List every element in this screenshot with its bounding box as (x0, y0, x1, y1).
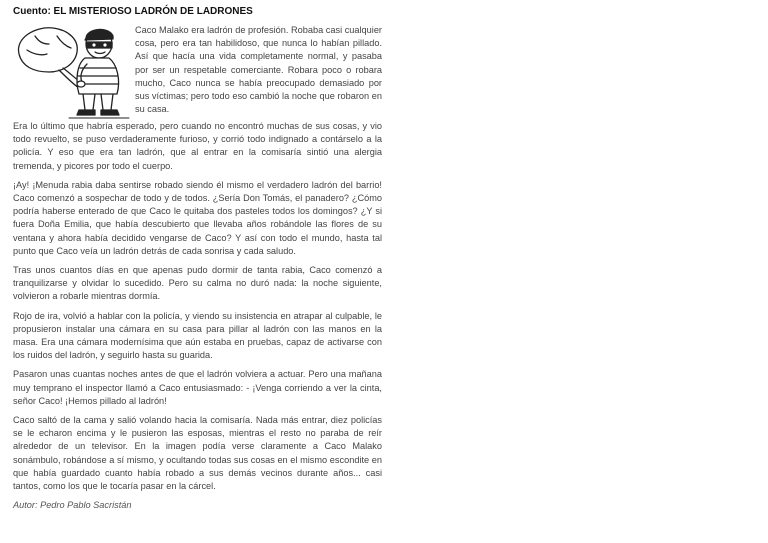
story-paragraph: ¡Ay! ¡Menuda rabia daba sentirse robado siendo él mismo el verdadero ladrón del barrio! Caco comenzó a sospechar de todo y de todos. ¿Sería Don Tomás, el panadero? ¿Cómo podría haberse enterado de que Caco le quitaba dos pasteles todos los domingos? ¿Y si fuera Doña Emilia, que había descubierto que llevaba años robándole las flores de su ventana y ahora había decidido vengarse de Caco? Y así con todo el mundo, hasta tal punto que Caco veía un ladrón detrás de cada sonrisa y cada saludo. (13, 179, 382, 256)
story-title: Cuento: EL MISTERIOSO LADRÓN DE LADRONES (13, 6, 253, 17)
story-author: Autor: Pedro Pablo Sacristán (13, 500, 132, 511)
story-paragraph: Era lo último que habría esperado, pero cuando no encontró muchas de sus cosas, y vio todo revuelto, se puso verdaderamente furioso, y corrió todo indignado a contárselo a la policía. Y eso que era tan ladrón, que al entrar en la comisaría sintió una alergia tremenda, y picores por todo el cuerpo. (13, 121, 382, 171)
story-intro (13, 24, 382, 120)
thief-with-sack-icon (13, 24, 131, 120)
story-paragraph: Caco saltó de la cama y salió volando hacia la comisaría. Nada más entrar, diez policías se le echaron encima y le pusieron las esposas, mientras el resto no paraba de reír alrededor de un televisor. En la imagen podía verse claramente a Caco Malako sonámbulo, robándose a sí mismo, y ocultando todas sus cosas en el mismo escondite en que había guardado cuanto había robado a sus demás vecinos durante años... casi tantos, como los que le tocaría pasar en la cárcel. (13, 415, 382, 492)
story-paragraph: Pasaron unas cuantas noches antes de que el ladrón volviera a actuar. Pero una mañana muy temprano el inspector llamó a Caco entusiasmado: - ¡Venga corriendo a ver la cinta, señor Caco! ¡Hemos pillado al ladrón! (13, 369, 382, 406)
story-document (13, 5, 382, 512)
intro-paragraph: Caco Malako era ladrón de profesión. Robaba casi cualquier cosa, pero era tan habilidoso, que nunca lo habían pillado. Así que hacía una vida completamente normal, y pasaba por ser un respetable comerciante. Robara poco o robara mucho, Caco nunca se había preocupado demasiado por sus víctimas; pero todo eso cambió la noche que robaron en su casa. (135, 25, 382, 115)
story-paragraph: Rojo de ira, volvió a hablar con la policía, y viendo su insistencia en atrapar al culpable, le propusieron instalar una cámara en su casa para pillar al ladrón con las manos en la masa. Era una cámara modernísima que aún estaba en pruebas, capaz de activarse con los ruidos del ladrón, y seguirlo hasta su guarida. (13, 310, 382, 361)
story-paragraph: Tras unos cuantos días en que apenas pudo dormir de tanta rabia, Caco comenzó a tranquilizarse y olvidar lo sucedido. Pero su calma no duró nada: la noche siguiente, volvieron a robarle mientras dormía. (13, 265, 382, 302)
